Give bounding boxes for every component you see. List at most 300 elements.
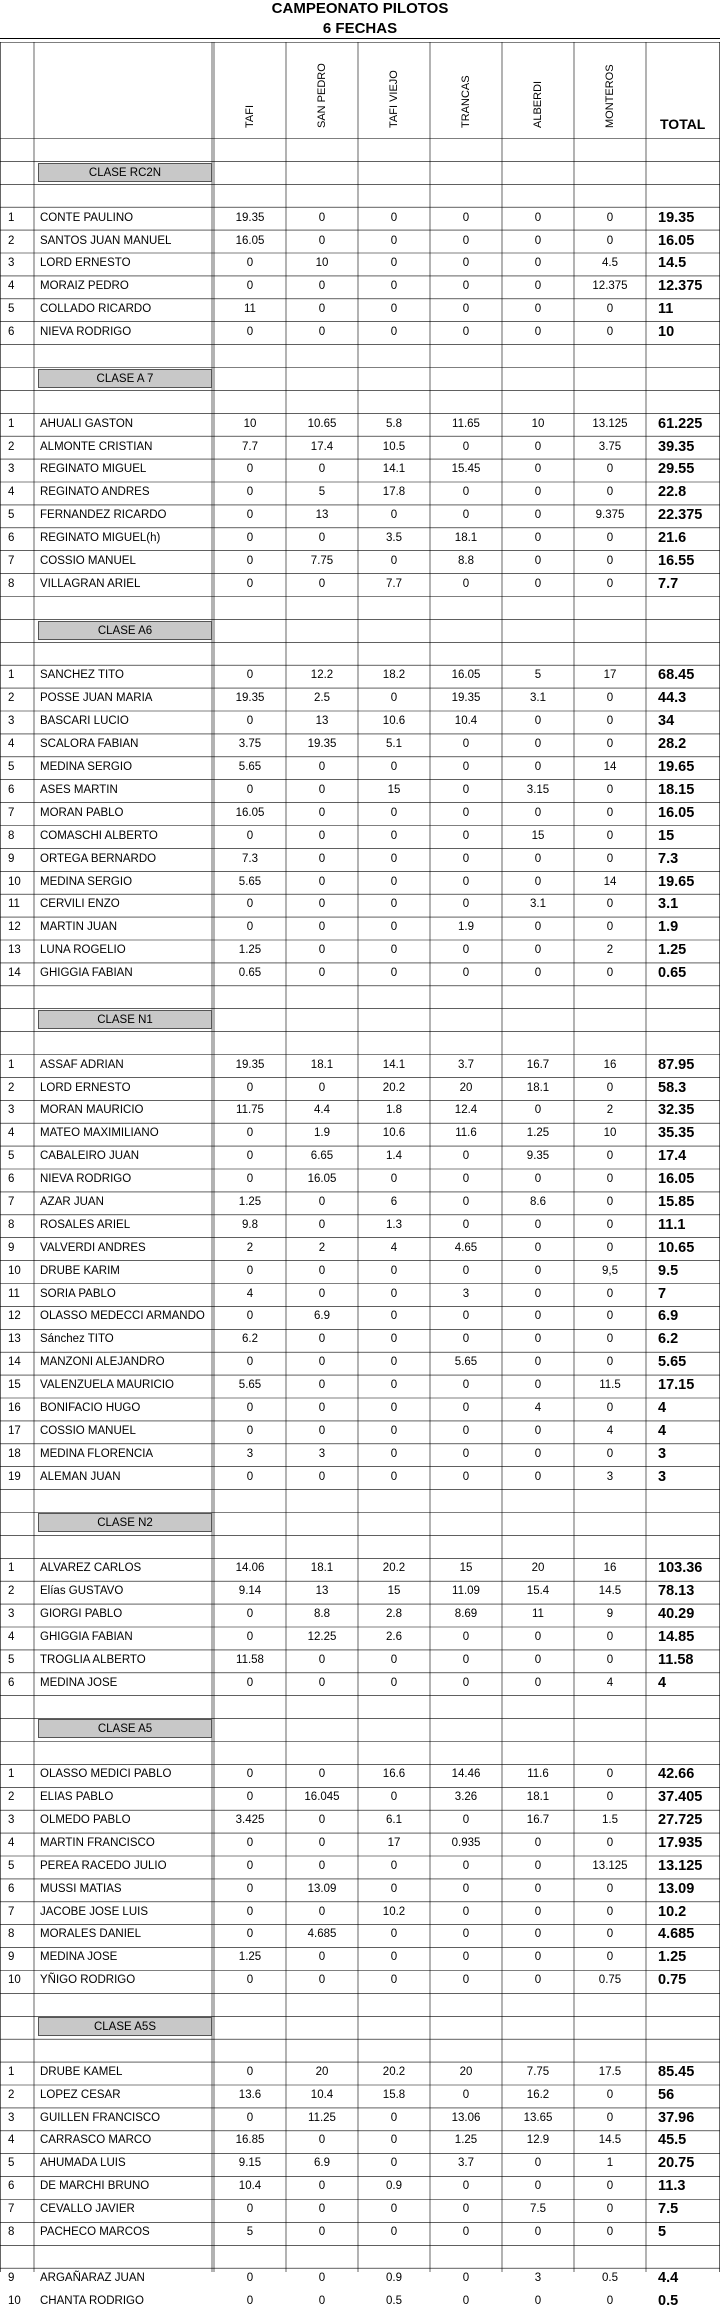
points-cell: 18.1 — [454, 532, 478, 545]
position-number: 8 — [8, 1928, 15, 1941]
total-points: 4.4 — [658, 2269, 679, 2286]
pilot-name: ALVAREZ CARLOS — [40, 1562, 142, 1575]
points-cell: 0 — [390, 761, 398, 774]
points-cell: 0 — [390, 1470, 398, 1483]
table-row — [0, 1054, 720, 1077]
points-cell: 4 — [390, 1241, 398, 1254]
points-cell: 0 — [246, 1608, 254, 1620]
total-points: 78.13 — [658, 1583, 695, 1600]
points-cell: 0 — [534, 1241, 542, 1254]
points-cell: 0 — [606, 1218, 614, 1231]
points-cell: 0 — [606, 1081, 614, 1094]
position-number: 1 — [8, 1768, 15, 1781]
points-cell: 0 — [534, 1859, 542, 1872]
pilot-name: CABALEIRO JUAN — [40, 1150, 140, 1163]
position-number: 4 — [8, 1630, 15, 1643]
table-row — [0, 1603, 720, 1626]
total-points: 35.35 — [658, 1125, 695, 1142]
pilot-name: MEDINA SERGIO — [40, 875, 133, 888]
points-cell: 10 — [315, 257, 329, 270]
points-cell: 0 — [534, 1356, 542, 1369]
points-cell: 3.15 — [526, 783, 550, 796]
points-cell: 0 — [318, 898, 326, 911]
points-cell: 0 — [246, 463, 254, 476]
points-cell: 0 — [390, 1264, 398, 1277]
points-cell: 0 — [534, 806, 542, 819]
class-name-label: CLASE A5S — [38, 2017, 212, 2036]
points-cell: 0 — [606, 692, 614, 705]
points-cell: 0 — [534, 1470, 542, 1483]
points-cell: 0 — [318, 1951, 326, 1964]
points-cell: 0 — [534, 1104, 542, 1117]
table-row — [0, 1305, 720, 1328]
total-points: 16.05 — [658, 1171, 695, 1188]
points-cell: 13 — [315, 1585, 329, 1598]
points-cell: 9 — [606, 1608, 614, 1620]
points-cell: 0 — [534, 532, 542, 545]
points-cell: 0 — [390, 2111, 398, 2124]
table-row — [0, 1923, 720, 1946]
total-points: 40.29 — [658, 1606, 695, 1622]
points-cell: 0 — [606, 1195, 614, 1208]
points-cell: 0 — [462, 1150, 470, 1163]
position-number: 3 — [8, 1608, 15, 1620]
points-cell: 20 — [459, 2065, 473, 2078]
position-number: 2 — [8, 2088, 15, 2101]
pilot-name: MEDINA JOSE — [40, 1676, 118, 1689]
points-cell: 0 — [534, 1287, 542, 1300]
total-points: 19.65 — [658, 873, 695, 890]
points-cell: 8.69 — [454, 1608, 478, 1620]
total-points: 32.35 — [658, 1102, 695, 1119]
table-row — [0, 1077, 720, 1100]
points-cell: 13.125 — [592, 1859, 628, 1872]
table-row — [0, 687, 720, 710]
position-number: 1 — [8, 2065, 15, 2078]
points-cell: 11 — [244, 303, 256, 316]
points-cell: 1.25 — [238, 1195, 262, 1208]
points-cell: 12.25 — [307, 1630, 337, 1643]
total-points: 4.685 — [658, 1926, 695, 1943]
points-cell: 0 — [606, 463, 614, 476]
total-points: 19.35 — [658, 209, 695, 226]
points-cell: 0 — [246, 1127, 254, 1140]
points-cell: 1 — [606, 2157, 614, 2170]
points-cell: 0 — [246, 2294, 254, 2307]
points-cell: 0 — [390, 921, 398, 934]
total-points: 45.5 — [658, 2132, 687, 2149]
total-points: 14.5 — [658, 255, 687, 272]
total-points: 5.65 — [658, 1354, 687, 1371]
class-name-label: CLASE RC2N — [38, 163, 212, 182]
table-row — [0, 2107, 720, 2130]
position-number: 6 — [8, 2180, 15, 2193]
points-cell: 0 — [462, 234, 470, 247]
points-cell: 0 — [534, 280, 542, 293]
table-row — [0, 1374, 720, 1397]
points-cell: 0 — [606, 1768, 614, 1781]
points-cell: 0 — [606, 1333, 614, 1346]
table-row — [0, 1557, 720, 1580]
pilot-name: GHIGGIA FABIAN — [40, 967, 133, 980]
points-cell: 0 — [390, 326, 398, 339]
points-cell: 0 — [462, 1310, 470, 1323]
pilot-name: ORTEGA BERNARDO — [40, 852, 157, 865]
points-cell: 17 — [387, 1836, 401, 1849]
table-row — [0, 1122, 720, 1145]
spacer-row — [0, 1695, 720, 1718]
points-cell: 0 — [318, 1195, 326, 1208]
points-cell: 14.5 — [598, 2134, 622, 2147]
points-cell: 0 — [318, 1905, 326, 1918]
points-cell: 0 — [246, 1791, 254, 1804]
total-points: 4 — [658, 1422, 667, 1439]
points-cell: 0 — [534, 1905, 542, 1918]
table-row — [0, 664, 720, 687]
points-cell: 0 — [318, 1356, 326, 1369]
class-header-row — [0, 1511, 720, 1534]
points-cell: 0 — [534, 852, 542, 865]
points-cell: 0 — [534, 486, 542, 499]
table-row — [0, 1786, 720, 1809]
points-cell: 16.045 — [304, 1791, 340, 1804]
points-cell: 3.1 — [530, 692, 546, 705]
points-cell: 0 — [390, 898, 398, 911]
points-cell: 0 — [606, 1150, 614, 1163]
class-header-row — [0, 161, 720, 184]
position-number: 9 — [8, 2271, 15, 2284]
points-cell: 0 — [318, 1814, 326, 1827]
position-number: 2 — [8, 1081, 15, 1094]
points-cell: 0 — [462, 1401, 470, 1414]
points-cell: 5.65 — [454, 1356, 478, 1369]
points-cell: 0 — [462, 2294, 470, 2307]
points-cell: 1.4 — [386, 1150, 402, 1163]
table-row — [0, 1580, 720, 1603]
points-cell: 0 — [318, 234, 326, 247]
points-cell: 0 — [318, 1264, 326, 1277]
sheet-subtitle: 6 FECHAS — [322, 20, 398, 37]
points-cell: 0 — [318, 1401, 326, 1414]
points-cell: 0 — [246, 326, 254, 339]
position-number: 5 — [8, 509, 15, 522]
position-number: 5 — [8, 2157, 15, 2170]
points-cell: 0 — [606, 783, 614, 796]
total-points: 16.55 — [658, 553, 695, 570]
spacer-row — [0, 985, 720, 1008]
points-cell: 10.4 — [238, 2180, 262, 2193]
position-number: 4 — [8, 738, 15, 751]
points-cell: 15.45 — [451, 463, 481, 476]
total-points: 56 — [658, 2086, 675, 2103]
class-name-label: CLASE A 7 — [38, 369, 212, 388]
pilot-name: CHANTA RODRIGO — [40, 2294, 144, 2307]
points-cell: 0 — [390, 1173, 398, 1186]
points-cell: 0 — [246, 829, 254, 842]
pilot-name: CONTE PAULINO — [40, 211, 134, 224]
points-cell: 0 — [462, 1195, 470, 1208]
points-cell: 0 — [390, 1676, 398, 1689]
position-number: 13 — [8, 1333, 21, 1346]
points-cell: 0.935 — [451, 1836, 481, 1849]
position-number: 3 — [8, 2111, 15, 2124]
points-cell: 0 — [462, 898, 470, 911]
points-cell: 2.8 — [386, 1608, 402, 1620]
position-number: 4 — [8, 2134, 15, 2147]
points-cell: 0 — [390, 967, 398, 980]
points-cell: 15.8 — [382, 2088, 406, 2101]
points-cell: 14 — [603, 761, 617, 774]
points-cell: 13 — [315, 715, 329, 728]
points-cell: 10.6 — [382, 1127, 406, 1140]
position-number: 5 — [8, 1653, 15, 1666]
points-cell: 0 — [390, 1859, 398, 1872]
points-cell: 3.7 — [458, 1058, 474, 1071]
total-points: 0.5 — [658, 2292, 679, 2309]
table-row — [0, 573, 720, 596]
points-cell: 8.6 — [530, 1195, 546, 1208]
points-cell: 20 — [459, 1081, 473, 1094]
points-cell: 0 — [462, 1882, 470, 1895]
points-cell: 0 — [462, 1905, 470, 1918]
points-cell: 1.3 — [386, 1218, 402, 1231]
points-cell: 0 — [246, 1173, 254, 1186]
points-cell: 0 — [606, 303, 614, 316]
points-cell: 0 — [606, 326, 614, 339]
points-cell: 7.7 — [242, 440, 258, 453]
total-points: 3.1 — [658, 896, 679, 913]
points-cell: 0 — [390, 829, 398, 842]
table-row — [0, 252, 720, 275]
points-cell: 0 — [534, 2180, 542, 2193]
class-header-row — [0, 2015, 720, 2038]
pilot-name: BONIFACIO HUGO — [40, 1401, 141, 1414]
spacer-row — [0, 1031, 720, 1054]
table-row — [0, 1168, 720, 1191]
class-name-label: CLASE A6 — [38, 621, 212, 640]
points-cell: 7.7 — [386, 577, 402, 590]
points-cell: 0 — [462, 783, 470, 796]
position-number: 6 — [8, 326, 15, 339]
points-cell: 0 — [390, 2226, 398, 2239]
pilot-name: NIEVA RODRIGO — [40, 326, 132, 339]
points-cell: 0 — [318, 280, 326, 293]
pilot-name: MANZONI ALEJANDRO — [40, 1356, 165, 1369]
points-cell: 0 — [318, 829, 326, 842]
points-cell: 0 — [246, 577, 254, 590]
position-number: 12 — [8, 921, 21, 934]
table-row — [0, 916, 720, 939]
pilot-name: CARRASCO MARCO — [40, 2134, 152, 2147]
points-cell: 0 — [462, 509, 470, 522]
table-row — [0, 413, 720, 436]
position-number: 10 — [8, 1974, 21, 1987]
column-label: ALBERDI — [532, 80, 544, 128]
points-cell: 0 — [534, 1676, 542, 1689]
points-cell: 0 — [390, 303, 398, 316]
pilot-name: CEVALLO JAVIER — [40, 2203, 135, 2216]
points-cell: 0 — [246, 509, 254, 522]
table-row — [0, 1328, 720, 1351]
points-cell: 20.2 — [382, 2065, 406, 2078]
points-cell: 20.2 — [382, 1081, 406, 1094]
position-number: 10 — [8, 2294, 21, 2307]
position-number: 9 — [8, 1241, 15, 1254]
points-cell: 3 — [606, 1470, 614, 1483]
total-column-header: TOTAL — [660, 116, 706, 132]
points-cell: 11.25 — [308, 2111, 336, 2124]
position-number: 7 — [8, 2203, 15, 2216]
points-cell: 0 — [462, 1859, 470, 1872]
points-cell: 0 — [606, 898, 614, 911]
points-cell: 0 — [390, 1379, 398, 1392]
points-cell: 0 — [318, 875, 326, 888]
pilot-name: PACHECO MARCOS — [40, 2226, 150, 2239]
points-cell: 0 — [606, 2203, 614, 2216]
points-cell: 0 — [534, 761, 542, 774]
points-cell: 0 — [606, 1630, 614, 1643]
points-cell: 0 — [318, 1768, 326, 1781]
points-cell: 10 — [531, 417, 545, 430]
points-cell: 0 — [318, 1836, 326, 1849]
table-row — [0, 1901, 720, 1924]
points-cell: 11.75 — [236, 1104, 264, 1117]
points-cell: 0 — [534, 1951, 542, 1964]
points-cell: 18.1 — [310, 1058, 334, 1071]
position-number: 8 — [8, 829, 15, 842]
points-cell: 0 — [606, 1310, 614, 1323]
points-cell: 3.75 — [238, 738, 262, 751]
table-row — [0, 1351, 720, 1374]
points-cell: 0 — [318, 1974, 326, 1987]
points-cell: 0 — [462, 577, 470, 590]
points-cell: 0 — [318, 1653, 326, 1666]
points-cell: 0 — [534, 2294, 542, 2307]
pilot-name: MEDINA SERGIO — [40, 761, 133, 774]
points-cell: 0 — [534, 944, 542, 957]
column-header-monteros — [574, 42, 646, 138]
position-number: 3 — [8, 715, 15, 728]
pilot-name: Sánchez TITO — [40, 1333, 114, 1346]
spacer-row — [0, 642, 720, 665]
points-cell: 0 — [390, 1951, 398, 1964]
points-cell: 0 — [246, 1150, 254, 1163]
class-name-label: CLASE N1 — [38, 1010, 212, 1029]
points-cell: 0 — [606, 532, 614, 545]
points-cell: 11.6 — [527, 1768, 549, 1781]
points-cell: 0 — [462, 211, 470, 224]
points-cell: 0 — [462, 2226, 470, 2239]
total-points: 11.3 — [658, 2178, 686, 2195]
points-cell: 6.65 — [310, 1150, 334, 1163]
table-row — [0, 275, 720, 298]
points-cell: 1.25 — [526, 1127, 550, 1140]
position-number: 3 — [8, 1104, 15, 1117]
points-cell: 0 — [606, 1951, 614, 1964]
points-cell: 0 — [318, 303, 326, 316]
points-cell: 0 — [462, 257, 470, 270]
pilot-name: VILLAGRAN ARIEL — [40, 577, 141, 590]
points-cell: 0 — [318, 1379, 326, 1392]
total-points: 87.95 — [658, 1056, 695, 1073]
table-row — [0, 2290, 720, 2313]
points-cell: 0 — [462, 326, 470, 339]
points-cell: 0 — [318, 1287, 326, 1300]
points-cell: 0 — [246, 1928, 254, 1941]
table-row — [0, 2152, 720, 2175]
points-cell: 7.5 — [530, 2203, 546, 2216]
table-row — [0, 550, 720, 573]
points-cell: 0 — [246, 2111, 254, 2124]
pilot-name: REGINATO MIGUEL(h) — [40, 532, 161, 545]
points-cell: 6.9 — [314, 2157, 330, 2170]
points-cell: 0 — [534, 1379, 542, 1392]
points-cell: 0 — [462, 1951, 470, 1964]
total-points: 3 — [658, 1445, 667, 1462]
points-cell: 0 — [534, 1333, 542, 1346]
points-cell: 0 — [462, 1928, 470, 1941]
pilot-name: MARTIN FRANCISCO — [40, 1836, 155, 1849]
column-header-tafi-viejo — [358, 42, 430, 138]
pilot-name: DE MARCHI BRUNO — [40, 2180, 150, 2193]
table-row — [0, 962, 720, 985]
table-row — [0, 733, 720, 756]
class-header-row — [0, 367, 720, 390]
points-cell: 0 — [246, 1424, 254, 1437]
table-row — [0, 939, 720, 962]
position-number: 18 — [8, 1447, 21, 1460]
points-cell: 19.35 — [235, 692, 265, 705]
points-cell: 11.09 — [452, 1585, 480, 1598]
points-cell: 13.09 — [307, 1882, 337, 1895]
total-points: 1.25 — [658, 1949, 687, 1966]
points-cell: 0 — [390, 852, 398, 865]
table-row — [0, 848, 720, 871]
points-cell: 6.2 — [242, 1333, 258, 1346]
points-cell: 0 — [534, 738, 542, 751]
table-row — [0, 458, 720, 481]
position-number: 7 — [8, 1905, 15, 1918]
points-cell: 11.6 — [455, 1127, 477, 1140]
points-cell: 0 — [390, 509, 398, 522]
pilot-name: LORD ERNESTO — [40, 257, 131, 270]
points-cell: 0 — [462, 738, 470, 751]
points-cell: 0 — [318, 1333, 326, 1346]
points-cell: 0 — [462, 303, 470, 316]
total-points: 10 — [658, 324, 675, 341]
points-cell: 3.26 — [454, 1791, 478, 1804]
total-points: 7.5 — [658, 2201, 679, 2218]
pilot-name: COLLADO RICARDO — [40, 303, 152, 316]
points-cell: 0 — [246, 1356, 254, 1369]
position-number: 10 — [8, 1264, 21, 1277]
points-cell: 16.05 — [307, 1173, 337, 1186]
points-cell: 4.5 — [602, 257, 618, 270]
points-cell: 0 — [606, 1836, 614, 1849]
position-number: 4 — [8, 486, 15, 499]
total-points: 13.09 — [658, 1880, 695, 1897]
total-points: 44.3 — [658, 690, 687, 707]
column-header-san-pedro — [286, 42, 358, 138]
points-cell: 13.6 — [238, 2088, 262, 2101]
pilot-name: MORALES DANIEL — [40, 1928, 141, 1941]
points-cell: 14.46 — [451, 1768, 481, 1781]
table-row — [0, 871, 720, 894]
points-cell: 0 — [318, 2271, 326, 2284]
position-number: 1 — [8, 1562, 15, 1575]
pilot-name: AZAR JUAN — [40, 1195, 104, 1208]
column-header-row — [0, 42, 720, 138]
